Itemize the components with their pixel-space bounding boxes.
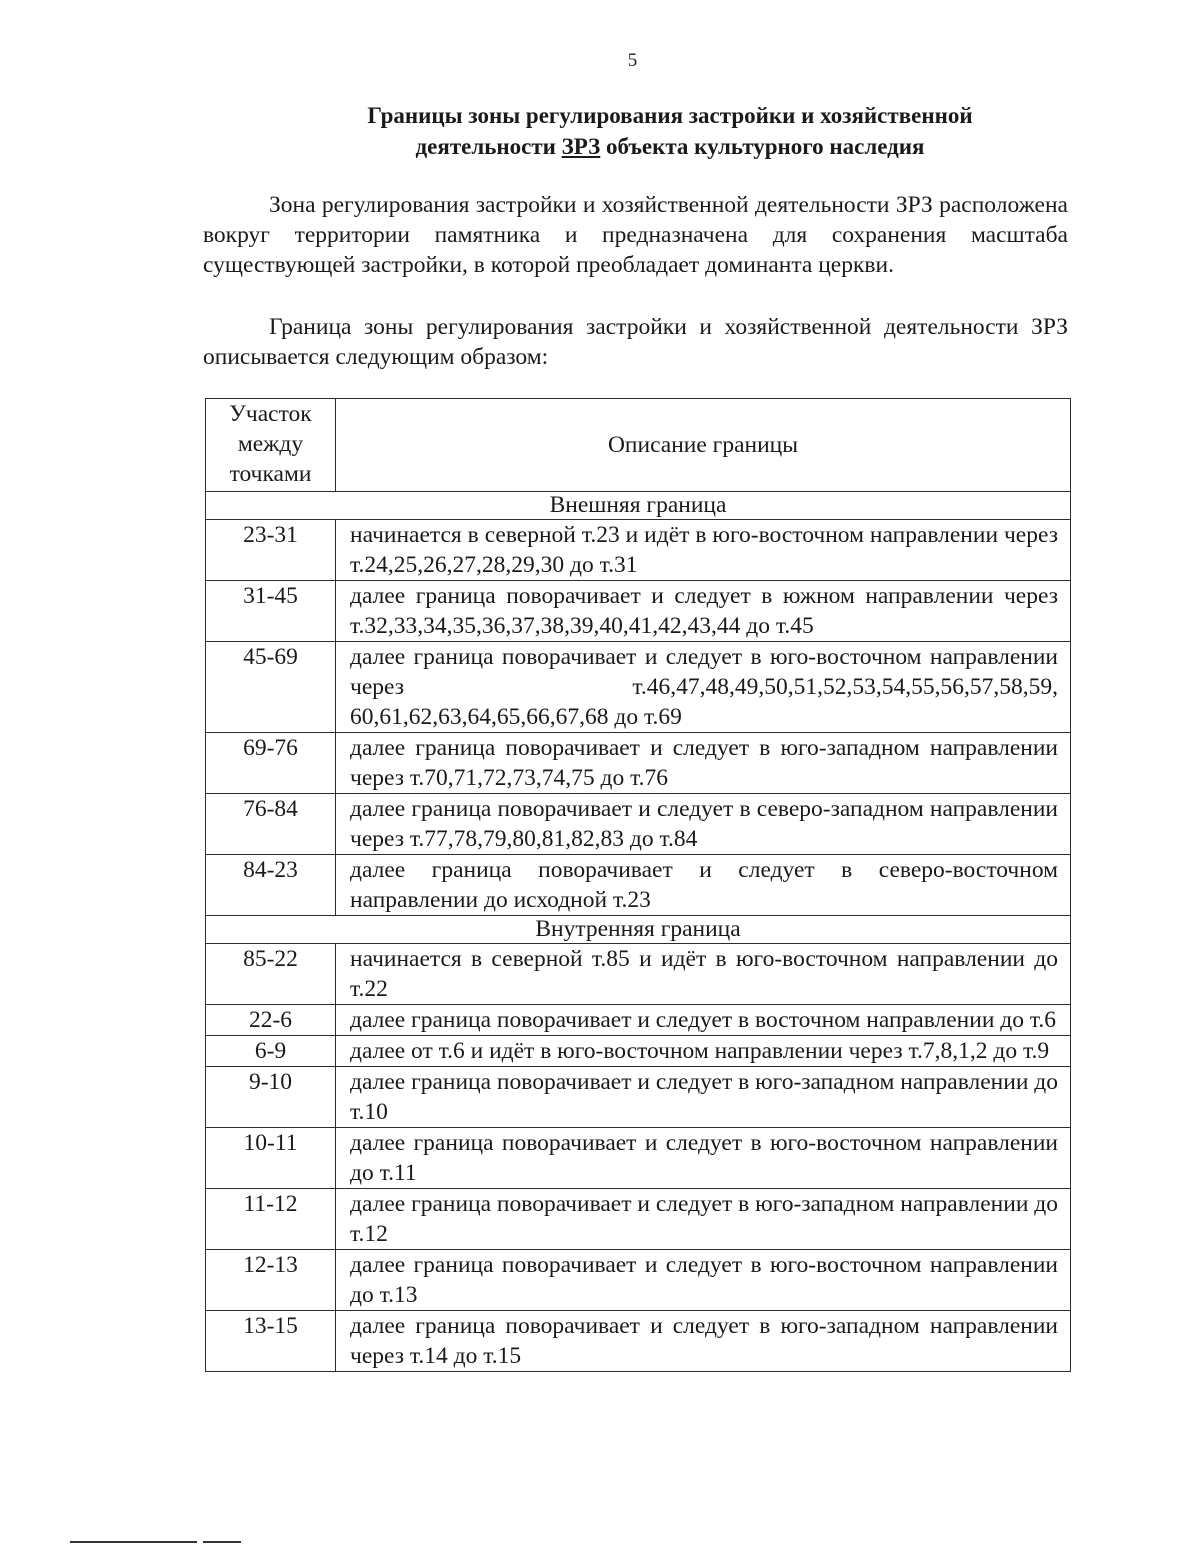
- title-line-1: Границы зоны регулирования застройки и хозяйственной: [367, 103, 973, 128]
- intro-paragraph: Зона регулирования застройки и хозяйственной деятельности ЗРЗ расположена вокруг территории памятника и предназначена для сохранения масштаба существующей застройки, в которой преобладает доминанта церкви.: [203, 192, 1068, 278]
- table-row: [206, 944, 1071, 1005]
- table-row: [206, 1311, 1071, 1372]
- description-cell: далее граница поворачивает и следует в юго-восточном направлении до т.13: [336, 1250, 1071, 1311]
- description-cell: далее граница поворачивает и следует в юго-восточном направлении через т.46,47,48,49,50,51,52,53,54,55,56,57,58,59, 60,61,62,63,64,65,66,67,68 до т.69: [336, 642, 1071, 733]
- signature-line-short: [203, 1541, 241, 1543]
- description-cell: далее граница поворачивает и следует в северо-западном направлении через т.77,78,79,80,81,82,83 до т.84: [336, 794, 1071, 855]
- description-cell: начинается в северной т.85 и идёт в юго-восточном направлении до т.22: [336, 944, 1071, 1005]
- document-title: [260, 100, 1080, 162]
- header-description: Описание границы: [336, 399, 1071, 492]
- segment-cell: 9-10: [206, 1067, 336, 1128]
- title-line-2-start: деятельности: [415, 134, 562, 159]
- segment-cell: 12-13: [206, 1250, 336, 1311]
- description-cell: далее граница поворачивает и следует в южном направлении через т.32,33,34,35,36,37,38,39,40,41,42,43,44 до т.45: [336, 581, 1071, 642]
- segment-cell: 31-45: [206, 581, 336, 642]
- header-segment: Участок между точками: [206, 399, 336, 492]
- table-row: [206, 1189, 1071, 1250]
- description-cell: далее граница поворачивает и следует в юго-восточном направлении до т.11: [336, 1128, 1071, 1189]
- segment-cell: 45-69: [206, 642, 336, 733]
- title-abbreviation: ЗРЗ: [561, 134, 601, 159]
- segment-cell: 13-15: [206, 1311, 336, 1372]
- description-cell: далее граница поворачивает и следует в юго-западном направлении до т.10: [336, 1067, 1071, 1128]
- segment-cell: 84-23: [206, 855, 336, 916]
- segment-cell: 6-9: [206, 1036, 336, 1067]
- section-row: [206, 492, 1071, 520]
- description-paragraph: Граница зоны регулирования застройки и хозяйственной деятельности ЗРЗ описывается следующим образом:: [203, 314, 1068, 370]
- segment-cell: 85-22: [206, 944, 336, 1005]
- table-row: [206, 1067, 1071, 1128]
- description-cell: далее граница поворачивает и следует в юго-западном направлении через т.14 до т.15: [336, 1311, 1071, 1372]
- table-row: [206, 520, 1071, 581]
- table-row: [206, 733, 1071, 794]
- table-row: [206, 642, 1071, 733]
- description-cell: далее граница поворачивает и следует в юго-западном направлении до т.12: [336, 1189, 1071, 1250]
- table-row: [206, 1250, 1071, 1311]
- segment-cell: 69-76: [206, 733, 336, 794]
- segment-cell: 22-6: [206, 1005, 336, 1036]
- table-body: [206, 492, 1071, 1372]
- section-label: Внешняя граница: [206, 492, 1071, 520]
- description-cell: далее граница поворачивает и следует в юго-западном направлении через т.70,71,72,73,74,75 до т.76: [336, 733, 1071, 794]
- signature-line: [70, 1541, 197, 1543]
- table-row: [206, 855, 1071, 916]
- description-cell: далее граница поворачивает и следует в северо-восточном направлении до исходной т.23: [336, 855, 1071, 916]
- description-cell: далее от т.6 и идёт в юго-восточном направлении через т.7,8,1,2 до т.9: [336, 1036, 1071, 1067]
- section-row: [206, 916, 1071, 944]
- table-row: [206, 581, 1071, 642]
- table-row: [206, 1005, 1071, 1036]
- boundary-table: [205, 398, 1071, 1372]
- segment-cell: 23-31: [206, 520, 336, 581]
- page-number: 5: [627, 50, 638, 71]
- section-label: Внутренняя граница: [206, 916, 1071, 944]
- segment-cell: 11-12: [206, 1189, 336, 1250]
- title-line-2-end: объекта культурного наследия: [600, 134, 925, 159]
- title-line-2: [260, 131, 1080, 162]
- table-row: [206, 1036, 1071, 1067]
- description-cell: начинается в северной т.23 и идёт в юго-восточном направлении через т.24,25,26,27,28,29,30 до т.31: [336, 520, 1071, 581]
- table-header-row: [206, 399, 1071, 492]
- segment-cell: 10-11: [206, 1128, 336, 1189]
- table-row: [206, 794, 1071, 855]
- description-cell: далее граница поворачивает и следует в восточном направлении до т.6: [336, 1005, 1071, 1036]
- table-row: [206, 1128, 1071, 1189]
- segment-cell: 76-84: [206, 794, 336, 855]
